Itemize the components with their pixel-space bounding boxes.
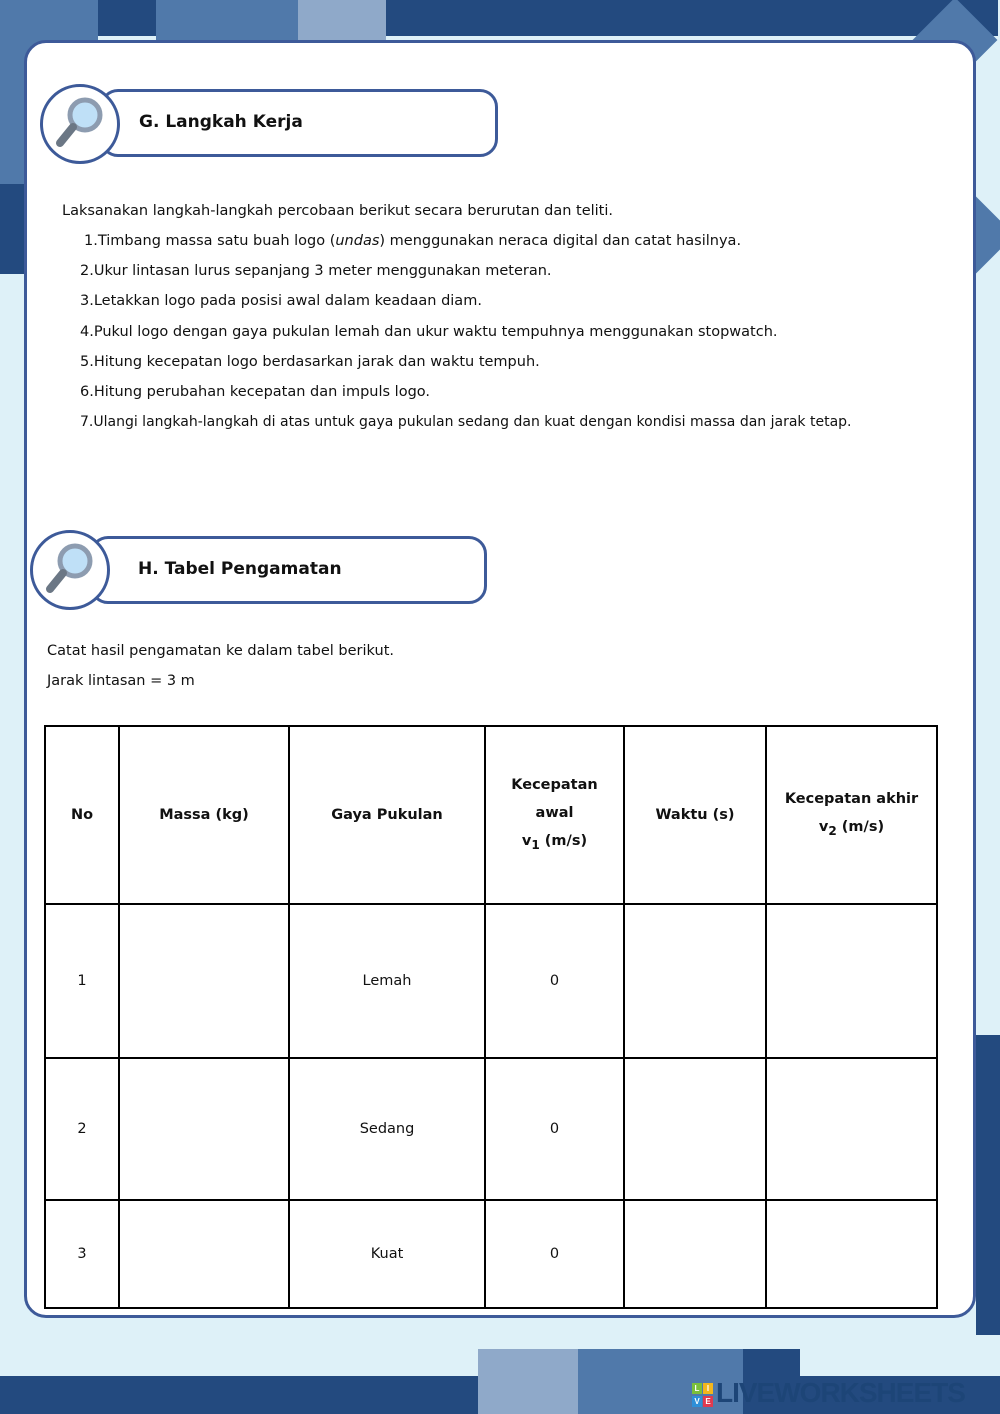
decor-right-strip (976, 1035, 1000, 1335)
header-no: No (45, 726, 119, 904)
logo-icon (692, 1382, 716, 1408)
section-title: G. Langkah Kerja (139, 112, 303, 132)
step-number: 4. (80, 324, 94, 340)
cell-v2[interactable] (766, 904, 937, 1058)
step-text: Ukur lintasan lurus sepanjang 3 meter menggunakan meteran. (93, 263, 552, 279)
cell-waktu[interactable] (624, 1058, 766, 1200)
magnifier-icon (40, 84, 120, 164)
cell-waktu[interactable] (624, 1200, 766, 1308)
logo-letter: I (703, 1383, 713, 1394)
table-row (45, 1058, 937, 1200)
cell-v1: 0 (485, 1058, 624, 1200)
logo-letter: L (692, 1383, 702, 1394)
logo-letter: V (692, 1396, 702, 1407)
step-item (80, 263, 552, 279)
step-item (84, 233, 741, 249)
header-text: v (521, 833, 532, 850)
cell-waktu[interactable] (624, 904, 766, 1058)
section-title: H. Tabel Pengamatan (138, 559, 342, 579)
cell-gaya: Lemah (289, 904, 485, 1058)
cell-massa[interactable] (119, 904, 289, 1058)
table-intro: Catat hasil pengamatan ke dalam tabel berikut. (47, 643, 394, 659)
step-item (80, 324, 778, 340)
decor-bottom-block (478, 1349, 578, 1414)
liveworksheets-logo[interactable] (692, 1377, 965, 1409)
header-text: Kecepatan akhir (784, 791, 919, 808)
cell-gaya: Kuat (289, 1200, 485, 1308)
distance-note: Jarak lintasan = 3 m (47, 673, 195, 689)
step-number: 6. (80, 384, 94, 400)
step-number: 2. (80, 263, 94, 279)
table-header-row (45, 726, 937, 904)
table-row (45, 1200, 937, 1308)
header-sub: 1 (531, 837, 540, 852)
step-text: Hitung perubahan kecepatan dan impuls logo. (93, 384, 431, 400)
header-massa: Massa (kg) (119, 726, 289, 904)
observation-table (44, 725, 938, 1309)
cell-massa[interactable] (119, 1058, 289, 1200)
header-text: (m/s) (539, 833, 588, 850)
step-text: Timbang massa satu buah logo ( (97, 233, 336, 249)
step-number: 5. (80, 354, 94, 370)
step-number: 7. (80, 414, 94, 430)
decor-block (298, 0, 386, 44)
header-sub: 2 (828, 823, 837, 838)
step-number: 3. (80, 293, 94, 309)
cell-v2[interactable] (766, 1058, 937, 1200)
header-v1 (485, 726, 624, 904)
header-v2 (766, 726, 937, 904)
step-text: Ulangi langkah-langkah di atas untuk gaya pukulan sedang dan kuat dengan kondisi massa dan jarak tetap. (93, 414, 852, 430)
cell-no: 1 (45, 904, 119, 1058)
cell-no: 2 (45, 1058, 119, 1200)
logo-text: LIVEWORKSHEETS (716, 1377, 965, 1408)
section-header-h (90, 536, 487, 604)
magnifier-icon (30, 530, 110, 610)
step-text-italic: undas (335, 233, 380, 249)
step-text: Pukul logo dengan gaya pukulan lemah dan ukur waktu tempuhnya menggunakan stopwatch. (93, 324, 778, 340)
decor-block (156, 0, 298, 44)
cell-massa[interactable] (119, 1200, 289, 1308)
cell-no: 3 (45, 1200, 119, 1308)
section-header-g (100, 89, 498, 157)
header-waktu: Waktu (s) (624, 726, 766, 904)
step-text: ) menggunakan neraca digital dan catat hasilnya. (379, 233, 742, 249)
header-text: v (818, 819, 829, 836)
cell-v1: 0 (485, 1200, 624, 1308)
header-text: Kecepatan (511, 777, 598, 794)
table-row (45, 904, 937, 1058)
step-text: Letakkan logo pada posisi awal dalam keadaan diam. (93, 293, 482, 309)
cell-v2[interactable] (766, 1200, 937, 1308)
cell-gaya: Sedang (289, 1058, 485, 1200)
cell-v1: 0 (485, 904, 624, 1058)
step-item (80, 354, 540, 370)
header-text: awal (535, 805, 574, 822)
step-item (80, 384, 430, 400)
header-gaya: Gaya Pukulan (289, 726, 485, 904)
step-item (80, 414, 851, 430)
logo-letter: E (703, 1396, 713, 1407)
step-item (80, 293, 482, 309)
instruction-intro: Laksanakan langkah-langkah percobaan berikut secara berurutan dan teliti. (62, 203, 613, 219)
step-number: 1. (84, 233, 98, 249)
header-text: (m/s) (836, 819, 885, 836)
step-text: Hitung kecepatan logo berdasarkan jarak dan waktu tempuh. (93, 354, 540, 370)
